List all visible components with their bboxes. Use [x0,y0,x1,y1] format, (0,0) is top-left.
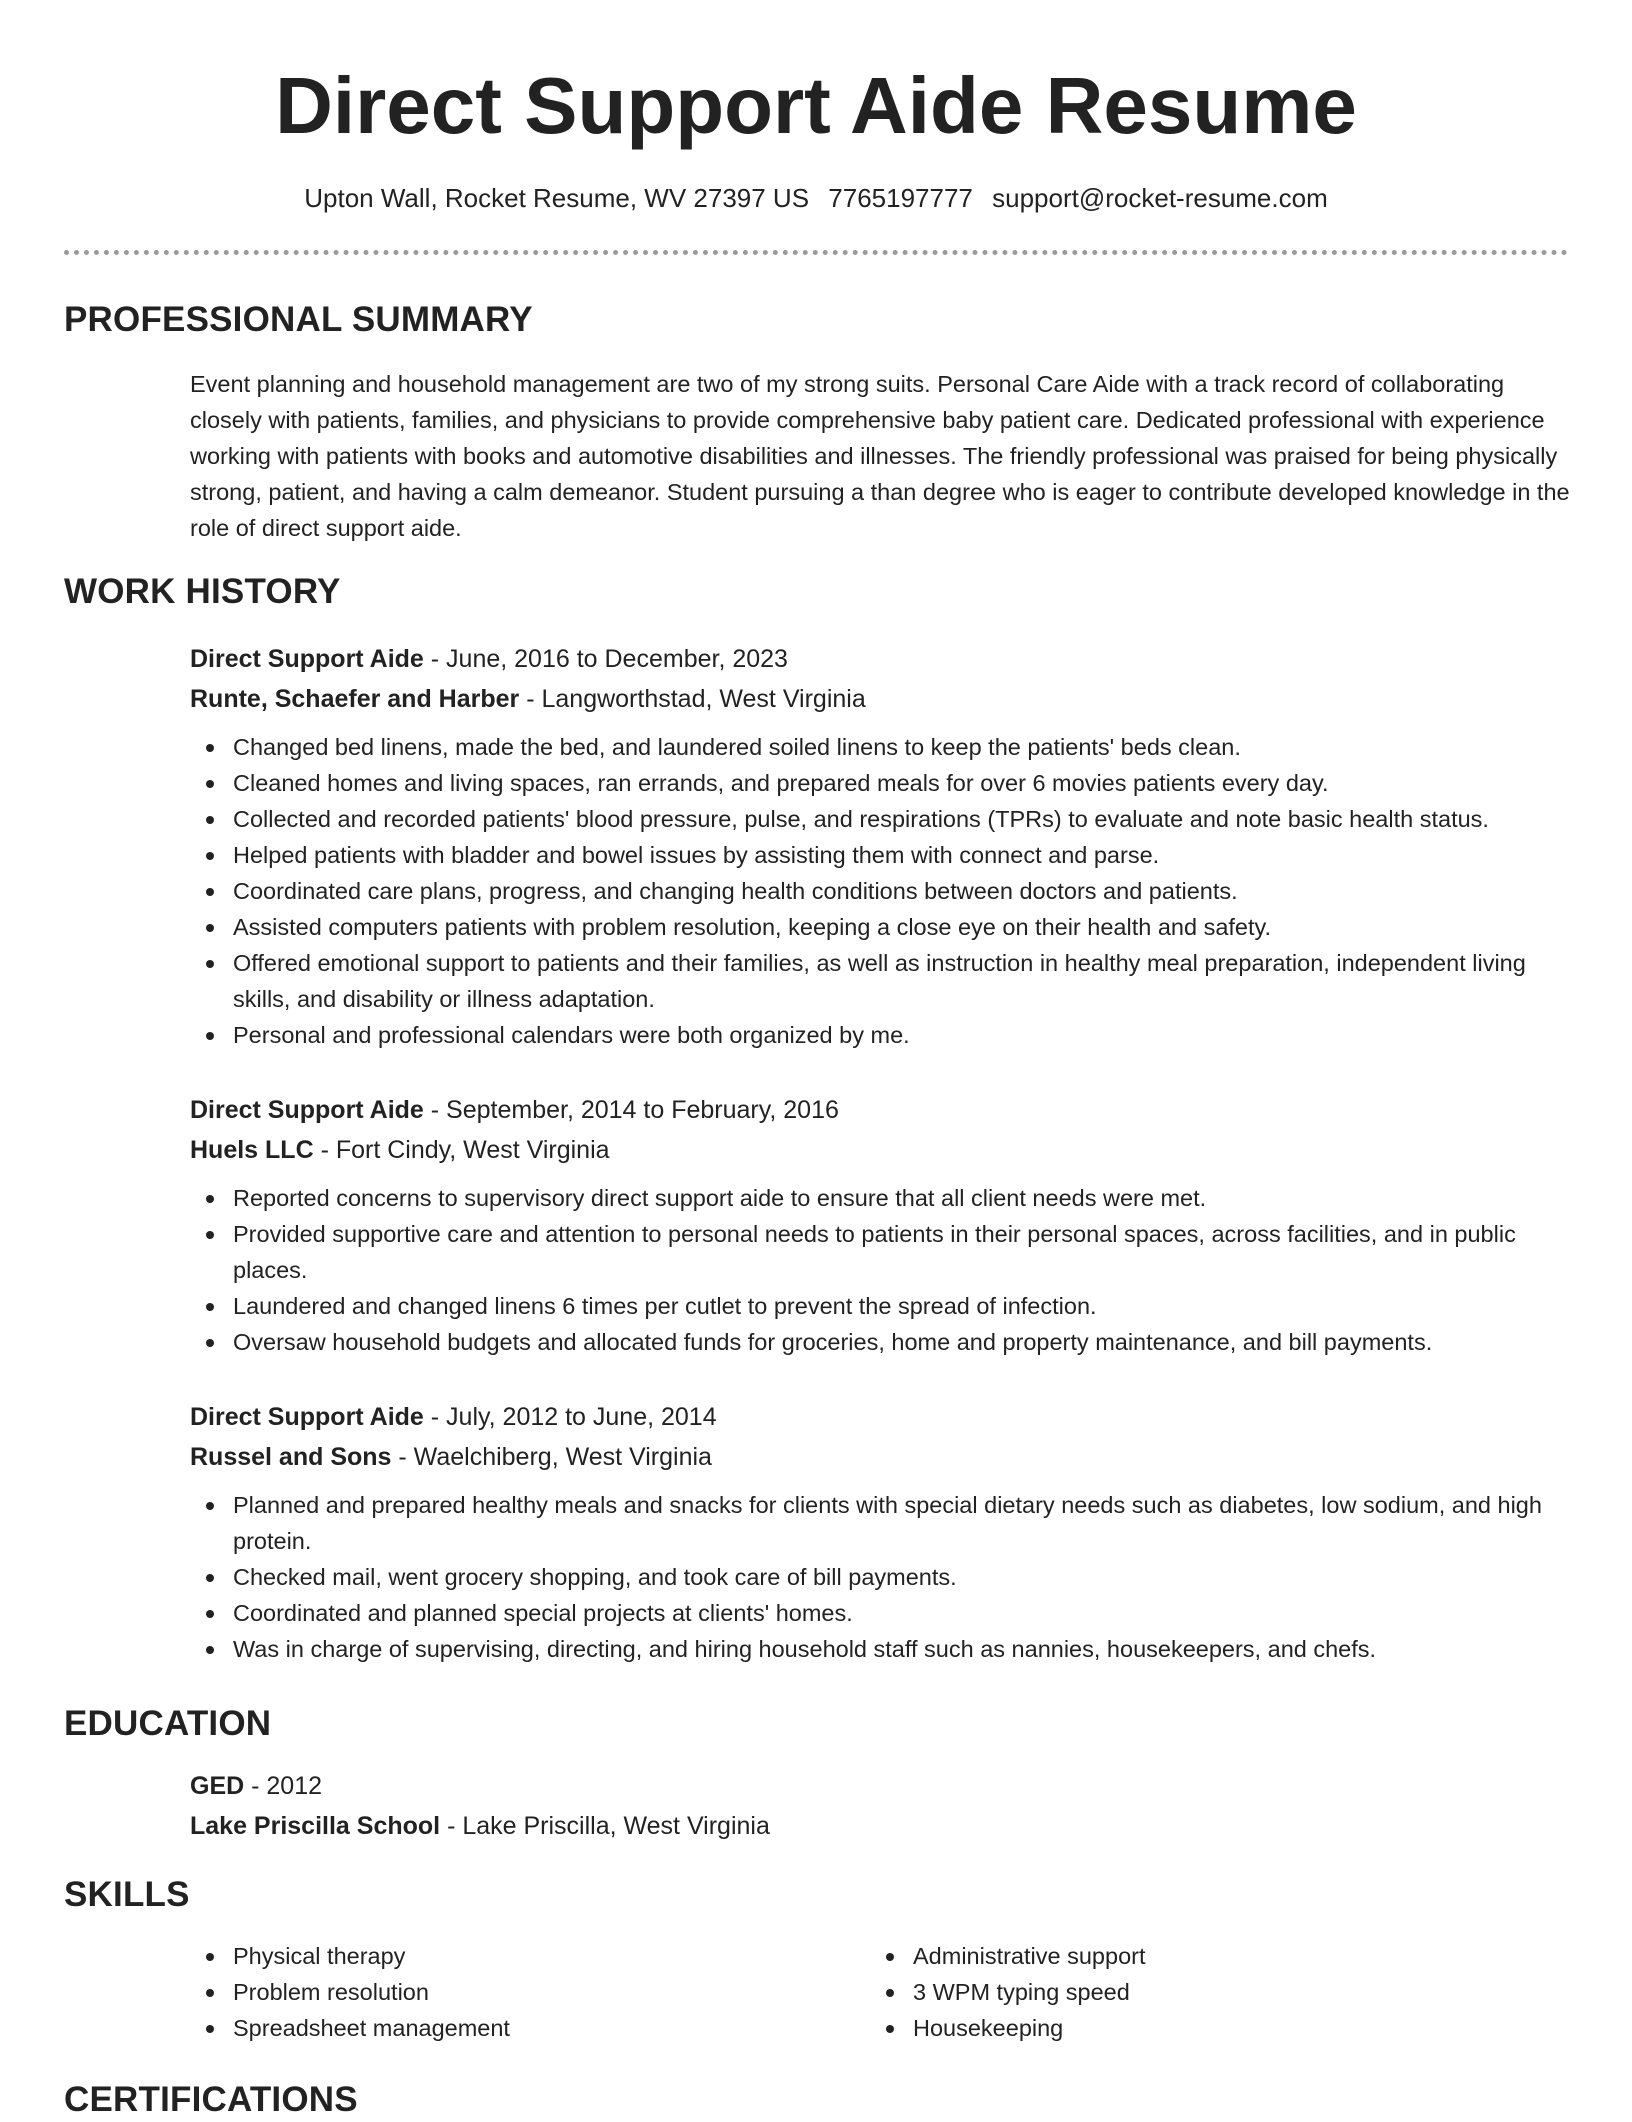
list-item: Offered emotional support to patients and their families, as well as instruction in healthy meal preparation, independent living skills, and disability or illness adaptation. [190,945,1570,1017]
job-entry-3 [190,1397,1570,1667]
list-item: Coordinated and planned special projects at clients' homes. [190,1595,1570,1631]
job-dates: - June, 2016 to December, 2023 [423,645,788,673]
skill-item: Administrative support [870,1938,1540,1974]
education-school-line [190,1806,1570,1846]
job-location: - Langworthstad, West Virginia [519,685,866,713]
list-item: Oversaw household budgets and allocated funds for groceries, home and property maintenance, and bill payments. [190,1324,1570,1360]
job-company: Huels LLC [190,1136,314,1164]
skills-column-right [870,1938,1540,2046]
contact-phone: 7765197777 [828,183,973,213]
job-dates: - July, 2012 to June, 2014 [423,1403,717,1431]
job-company-line [190,1437,1570,1477]
skill-item: Housekeeping [870,2010,1540,2046]
education-degree: GED [190,1772,245,1800]
job-dates: - September, 2014 to February, 2016 [423,1096,839,1124]
education-degree-line [190,1766,1570,1806]
list-item: Planned and prepared healthy meals and snacks for clients with special dietary needs such as diabetes, low sodium, and high protein. [190,1487,1570,1559]
list-item: Changed bed linens, made the bed, and laundered soiled linens to keep the patients' beds clean. [190,729,1570,765]
section-title-work-history: WORK HISTORY [64,572,341,611]
section-title-skills: SKILLS [64,1875,190,1914]
job-title-line [190,1397,1570,1437]
education-location: - Lake Priscilla, West Virginia [440,1812,770,1840]
summary-text: Event planning and household management are two of my strong suits. Personal Care Aide with a track record of collaborating closely with patients, families, and physicians to provide comprehensive baby patient care. Dedicated professional with experience working with patients with books and automotive disabilities and illnesses. The friendly professional was praised for being physically strong, patient, and having a calm demeanor. Student pursuing a than degree who is eager to contribute developed knowledge in the role of direct support aide. [190,371,1570,541]
header-divider [64,250,1568,255]
job-title-line [190,1090,1570,1130]
job-title-line [190,639,1570,679]
job-company: Russel and Sons [190,1443,392,1471]
job-title: Direct Support Aide [190,645,424,673]
list-item: Cleaned homes and living spaces, ran errands, and prepared meals for over 6 movies patients every day. [190,765,1570,801]
contact-line [0,180,1632,216]
list-item: Laundered and changed linens 6 times per cutlet to prevent the spread of infection. [190,1288,1570,1324]
education-year: - 2012 [244,1772,323,1800]
list-item: Checked mail, went grocery shopping, and took care of bill payments. [190,1559,1570,1595]
job-entry-1 [190,639,1570,1053]
resume-title: Direct Support Aide Resume [275,61,1357,150]
list-item: Reported concerns to supervisory direct support aide to ensure that all client needs were met. [190,1180,1570,1216]
job-company-line [190,679,1570,719]
job-company-line [190,1130,1570,1170]
section-title-education: EDUCATION [64,1704,272,1743]
job-title: Direct Support Aide [190,1403,424,1431]
job-location: - Fort Cindy, West Virginia [313,1136,610,1164]
job-bullets [190,1180,1570,1360]
section-title-certifications: CERTIFICATIONS [64,2080,358,2119]
contact-address: Upton Wall, Rocket Resume, WV 27397 US [304,183,810,213]
skill-item: Spreadsheet management [190,2010,860,2046]
list-item: Personal and professional calendars were both organized by me. [190,1017,1570,1053]
skill-item: Physical therapy [190,1938,860,1974]
job-title: Direct Support Aide [190,1096,424,1124]
list-item: Provided supportive care and attention to personal needs to patients in their personal spaces, across facilities, and in public places. [190,1216,1570,1288]
list-item: Was in charge of supervising, directing, and hiring household staff such as nannies, housekeepers, and chefs. [190,1631,1570,1667]
job-bullets [190,729,1570,1053]
list-item: Collected and recorded patients' blood pressure, pulse, and respirations (TPRs) to evaluate and note basic health status. [190,801,1570,837]
list-item: Assisted computers patients with problem resolution, keeping a close eye on their health and safety. [190,909,1570,945]
job-bullets [190,1487,1570,1667]
skills-column-left [190,1938,860,2046]
skill-item: Problem resolution [190,1974,860,2010]
contact-email: support@rocket-resume.com [992,183,1328,213]
job-entry-2 [190,1090,1570,1360]
education-entry [190,1766,1570,1846]
list-item: Helped patients with bladder and bowel issues by assisting them with connect and parse. [190,837,1570,873]
skill-item: 3 WPM typing speed [870,1974,1540,2010]
job-company: Runte, Schaefer and Harber [190,685,520,713]
education-school: Lake Priscilla School [190,1812,441,1840]
section-title-summary: PROFESSIONAL SUMMARY [64,300,533,339]
job-location: - Waelchiberg, West Virginia [391,1443,712,1471]
list-item: Coordinated care plans, progress, and changing health conditions between doctors and patients. [190,873,1570,909]
